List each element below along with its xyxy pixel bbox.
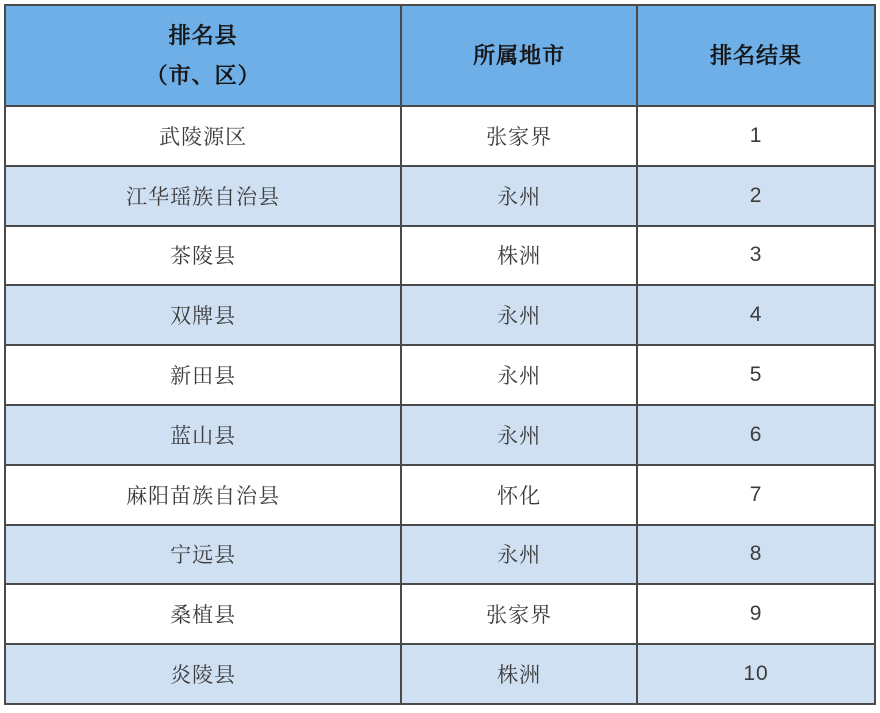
table-row [6,105,874,165]
table-row [6,225,874,285]
cell-rank: 9 [636,585,874,643]
cell-county: 新田县 [170,365,237,389]
table-row [6,643,874,703]
cell-city: 永州 [400,346,636,404]
cell-rank: 10 [636,645,874,703]
cell-city: 株洲 [400,227,636,285]
cell-county: 双牌县 [170,305,237,329]
cell-rank: 7 [636,466,874,524]
cell-city: 永州 [400,406,636,464]
cell-city: 张家界 [400,107,636,165]
table-row [6,404,874,464]
cell-county: 宁远县 [170,544,237,568]
table-row [6,583,874,643]
table-row [6,464,874,524]
header-county-line1: 排名县 [168,22,238,48]
header-cell-city: 所属地市 [400,6,636,105]
cell-rank: 5 [636,346,874,404]
cell-city: 永州 [400,286,636,344]
cell-county: 麻阳苗族自治县 [126,484,281,508]
cell-rank: 3 [636,227,874,285]
cell-county: 茶陵县 [170,245,237,269]
table-row [6,344,874,404]
table-row [6,284,874,344]
ranking-table [4,4,876,705]
cell-rank: 1 [636,107,874,165]
header-cell-county [6,6,400,105]
table-row [6,165,874,225]
table-row [6,524,874,584]
header-row [6,6,874,105]
table-body [6,105,874,703]
header-county-line2: （市、区） [145,62,261,88]
cell-rank: 4 [636,286,874,344]
cell-county: 炎陵县 [170,664,237,688]
header-cell-rank: 排名结果 [636,6,874,105]
cell-county: 蓝山县 [170,424,237,448]
cell-rank: 2 [636,167,874,225]
cell-city: 张家界 [400,585,636,643]
cell-city: 怀化 [400,466,636,524]
cell-city: 永州 [400,167,636,225]
cell-city: 株洲 [400,645,636,703]
cell-city: 永州 [400,526,636,584]
cell-rank: 8 [636,526,874,584]
cell-county: 桑植县 [170,604,237,628]
cell-rank: 6 [636,406,874,464]
cell-county: 江华瑶族自治县 [126,185,281,209]
cell-county: 武陵源区 [159,125,248,149]
